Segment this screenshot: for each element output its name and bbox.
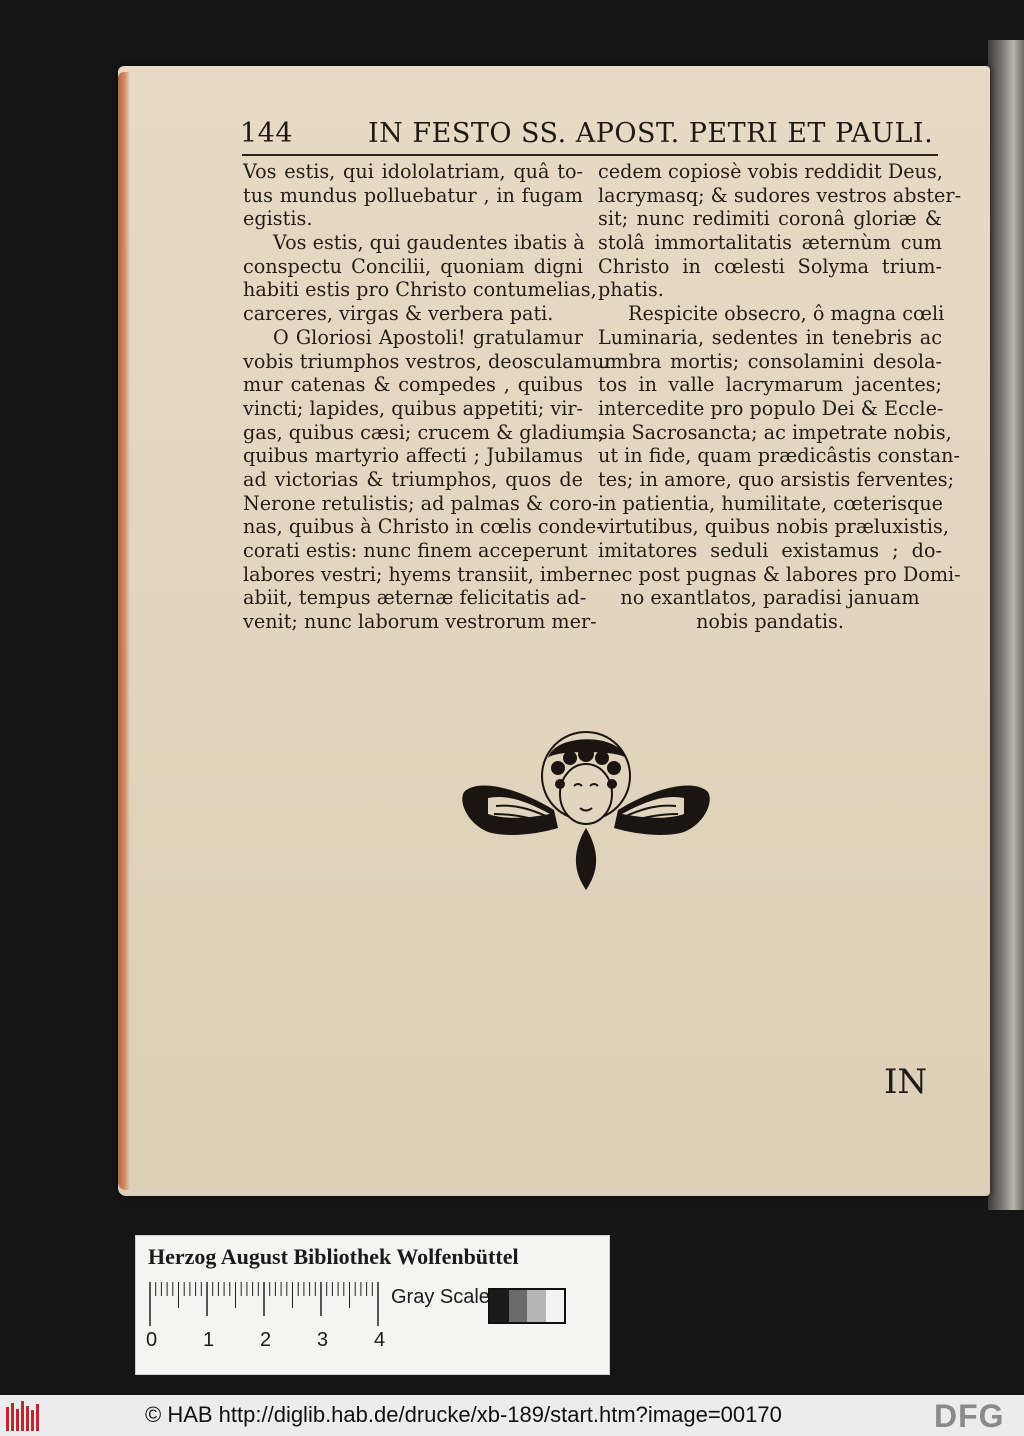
text-column-right xyxy=(598,160,962,634)
text-line: nas, quibus à Christo in cœlis conde- xyxy=(243,515,603,539)
text-line: sia Sacrosancta; ac impetrate nobis, xyxy=(598,420,952,444)
text-line: habiti estis pro Christo contumelias, xyxy=(243,278,597,302)
ruler-scale xyxy=(148,1282,388,1352)
hab-bookshelf-logo-icon xyxy=(6,1401,40,1431)
text-line: sit; nunc redimiti coronâ gloriæ & xyxy=(598,207,942,231)
text-line: conspectu Concilii, quoniam digni xyxy=(243,254,583,278)
gray-scale-label: Gray Scale xyxy=(391,1286,490,1308)
text-line: tes; in amore, quo arsistis ferventes; xyxy=(598,467,955,491)
text-line: labores vestri; hyems transiit, imber xyxy=(243,562,598,586)
text-line: abiit, tempus æternæ felicitatis ad- xyxy=(243,586,587,610)
gray-scale-patches xyxy=(488,1288,566,1324)
ruler-number: 2 xyxy=(260,1329,272,1351)
header-rule xyxy=(242,154,938,156)
text-line: tos in valle lacrymarum jacentes; xyxy=(598,373,942,397)
text-line: stolâ immortalitatis æternùm cum xyxy=(598,231,942,255)
text-line: tus mundus polluebatur , in fugam xyxy=(243,183,583,207)
text-line: quibus martyrio affecti ; Jubilamus xyxy=(243,444,583,468)
text-line: umbra mortis; consolamini desola- xyxy=(598,349,942,373)
text-line: Nerone retulistis; ad palmas & coro- xyxy=(243,491,599,515)
text-column-left xyxy=(243,160,614,634)
text-line: Christo in cœlesti Solyma trium- xyxy=(598,254,942,278)
text-line: egistis. xyxy=(243,207,313,231)
ruler-number: 3 xyxy=(317,1329,329,1351)
text-line: Respicite obsecro, ô magna cœli xyxy=(628,302,945,326)
text-line: virtutibus, quibus nobis præluxistis, xyxy=(598,515,949,539)
text-line: venit; nunc laborum vestrorum mer- xyxy=(243,610,597,634)
text-line: no exantlatos, paradisi januam xyxy=(620,586,920,610)
footer-copyright-url: © HAB http://diglib.hab.de/drucke/xb-189/start.htm?image=00170 xyxy=(145,1402,782,1427)
page-edge-red xyxy=(118,72,130,1190)
text-line: intercedite pro populo Dei & Eccle- xyxy=(598,396,944,420)
text-line: imitatores seduli existamus ; do- xyxy=(598,539,942,562)
text-line: Luminaria, sedentes in tenebris ac xyxy=(598,325,942,349)
text-line: lacrymasq; & sudores vestros abster- xyxy=(598,183,962,207)
text-line: phatis. xyxy=(598,278,664,302)
text-line: nec post pugnas & labores pro Domi- xyxy=(598,562,961,586)
card-title: Herzog August Bibliothek Wolfenbüttel xyxy=(148,1244,519,1269)
text-line: corati estis: nunc finem acceperunt xyxy=(243,539,588,562)
gray-patch-1 xyxy=(490,1290,509,1322)
running-head-title: IN FESTO SS. APOST. PETRI ET PAULI. xyxy=(368,118,934,149)
text-line: vincti; lapides, quibus appetiti; vir- xyxy=(243,396,583,420)
gray-patch-2 xyxy=(509,1290,528,1322)
text-line: mur catenas & compedes , quibus xyxy=(243,373,583,397)
book-binding xyxy=(988,40,1024,1210)
page-number: 144 xyxy=(240,118,294,149)
catchword: IN xyxy=(884,1062,928,1102)
winged-cherub-ornament-icon xyxy=(458,728,716,890)
color-calibration-card xyxy=(135,1235,610,1375)
text-line: Vos estis, qui gaudentes ibatis à xyxy=(273,231,585,255)
text-line: O Gloriosi Apostoli! gratulamur xyxy=(273,325,583,349)
ruler-number: 1 xyxy=(203,1329,215,1351)
footer-bar xyxy=(0,1395,1024,1436)
text-line: vobis triumphos vestros, deosculamur xyxy=(243,349,614,373)
text-line: cedem copiosè vobis reddidit Deus, xyxy=(598,160,943,183)
text-line: ut in fide, quam prædicâstis constan- xyxy=(598,444,960,468)
text-line: Vos estis, qui idololatriam, quâ to- xyxy=(243,160,583,183)
dfg-logo: DFG xyxy=(934,1398,1005,1434)
text-line: carceres, virgas & verbera pati. xyxy=(243,302,554,326)
ruler-number: 0 xyxy=(146,1329,158,1351)
gray-patch-3 xyxy=(527,1290,546,1322)
text-line: in patientia, humilitate, cœterisque xyxy=(598,491,944,515)
text-line: gas, quibus cæsi; crucem & gladium, xyxy=(243,420,605,444)
gray-patch-4 xyxy=(546,1290,565,1322)
ruler-number: 4 xyxy=(374,1329,386,1351)
text-line: nobis pandatis. xyxy=(696,610,844,634)
text-line: ad victorias & triumphos, quos de xyxy=(243,467,583,491)
running-head xyxy=(240,118,940,154)
